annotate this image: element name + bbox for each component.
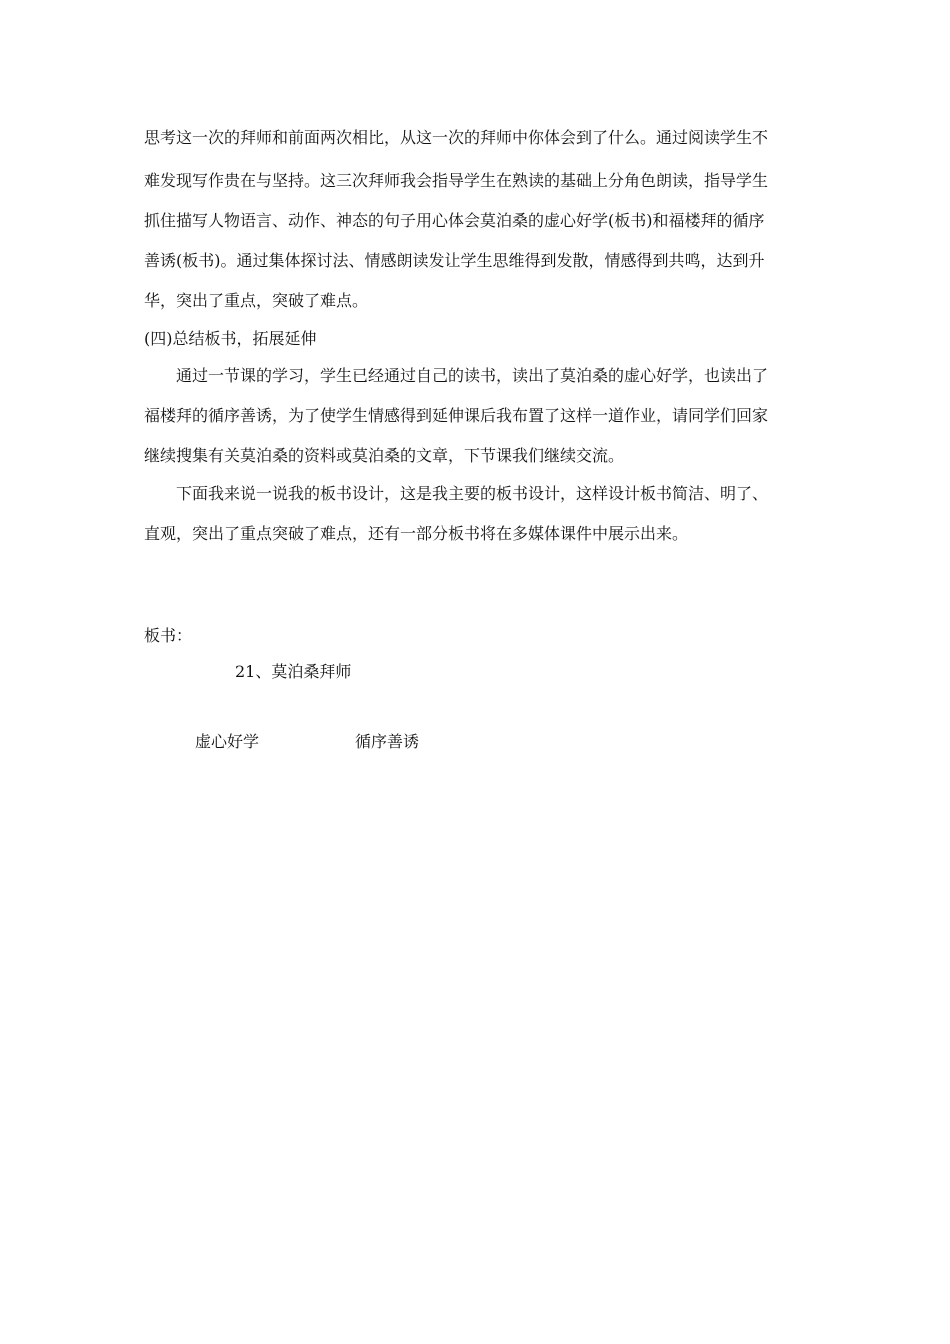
paragraph-line: 华，突出了重点，突破了难点。 — [144, 291, 369, 310]
paragraph-line: 抓住描写人物语言、动作、神态的句子用心体会莫泊桑的虚心好学(板书)和福楼拜的循序 — [144, 211, 765, 230]
paragraph-line: 善诱(板书)。通过集体探讨法、情感朗读发让学生思维得到发散，情感得到共鸣，达到升 — [144, 251, 765, 270]
paragraph-line: 通过一节课的学习，学生已经通过自己的读书，读出了莫泊桑的虚心好学，也读出了 — [176, 366, 769, 385]
paragraph-line: 继续搜集有关莫泊桑的资料或莫泊桑的文章，下节课我们继续交流。 — [144, 446, 625, 465]
board-item-left: 虚心好学 — [195, 732, 260, 751]
paragraph-line: 福楼拜的循序善诱，为了使学生情感得到延伸课后我布置了这样一道作业，请同学们回家 — [144, 406, 769, 425]
paragraph-line: 难发现写作贵在与坚持。这三次拜师我会指导学生在熟读的基础上分角色朗读，指导学生 — [144, 171, 769, 190]
paragraph-line: 思考这一次的拜师和前面两次相比，从这一次的拜师中你体会到了什么。通过阅读学生不 — [144, 128, 769, 147]
paragraph-line: 下面我来说一说我的板书设计，这是我主要的板书设计，这样设计板书简洁、明了、 — [176, 484, 769, 503]
board-title: 21、莫泊桑拜师 — [235, 662, 352, 681]
board-label: 板书： — [144, 626, 193, 645]
paragraph-line: 直观，突出了重点突破了难点，还有一部分板书将在多媒体课件中展示出来。 — [144, 524, 689, 543]
board-item-right: 循序善诱 — [355, 732, 420, 751]
section-heading: (四)总结板书，拓展延伸 — [144, 329, 317, 348]
